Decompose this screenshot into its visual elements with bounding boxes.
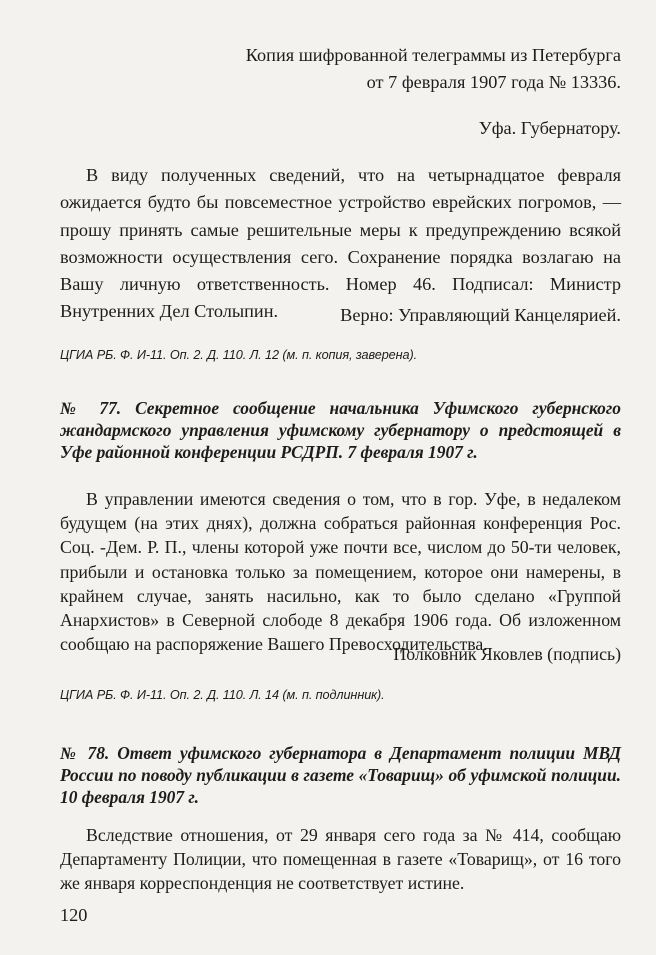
telegram-title-line: Копия шифрованной телеграммы из Петербурга (245, 45, 621, 65)
page-number: 120 (60, 905, 88, 925)
telegram-archive-source: ЦГИА РБ. Ф. И-11. Оп. 2. Д. 110. Л. 12 (м. п. копия, заверена). (60, 348, 417, 362)
doc77-body: В управлении имеются сведения о том, что в гор. Уфе, в недалеком будущем (на этих днях), должна собраться районная конференция Рос. Соц. -Дем. Р. П., члены которой уже почти все, числом до 50-ти человек, прибыли и остановка только за помещением, которое они намерены, в крайнем случае, занять насильно, как то было сделано «Группой Анархистов» в Северной слободе 8 декабря 1906 года. Об изложенном сообщаю на распоряжение Вашего Превосходительства. (60, 489, 621, 655)
telegram-title (60, 42, 621, 97)
doc77-archive-source: ЦГИА РБ. Ф. И-11. Оп. 2. Д. 110. Л. 14 (м. п. подлинник). (60, 688, 385, 702)
doc78-body: Вследствие отношения, от 29 января сего года за № 414, сообщаю Департаменту Полиции, что помещенная в газете «Товарищ», от 16 того же января корреспонденция не соответствует истине. (60, 825, 621, 894)
telegram-addressee: Уфа. Губернатору. (478, 118, 621, 138)
telegram-title-line: от 7 февраля 1907 года № 13336. (366, 72, 621, 93)
telegram-certification: Верно: Управляющий Канцелярией. (340, 305, 621, 325)
doc77-heading: № 77. Секретное сообщение начальника Уфимского губернского жандармского управления уфимскому губернатору о предстоящей в Уфе районной конференции РСДРП. 7 февраля 1907 г. (60, 398, 621, 463)
telegram-body: В виду полученных сведений, что на четырнадцатое февраля ожидается будто бы повсеместное устройство еврейских погромов, — прошу принять самые решительные меры к предупреждению всякой возможности осуществления сего. Сохранение порядка возлагаю на Вашу личную ответственность. Номер 46. Подписал: Министр Внутренних Дел Столыпин. (60, 165, 621, 322)
doc78-heading: № 78. Ответ уфимского губернатора в Департамент полиции МВД России по поводу публикации в газете «Товарищ» об уфимской полиции. 10 февраля 1907 г. (60, 743, 621, 808)
doc77-signature: Полковник Яковлев (подпись) (393, 644, 621, 664)
